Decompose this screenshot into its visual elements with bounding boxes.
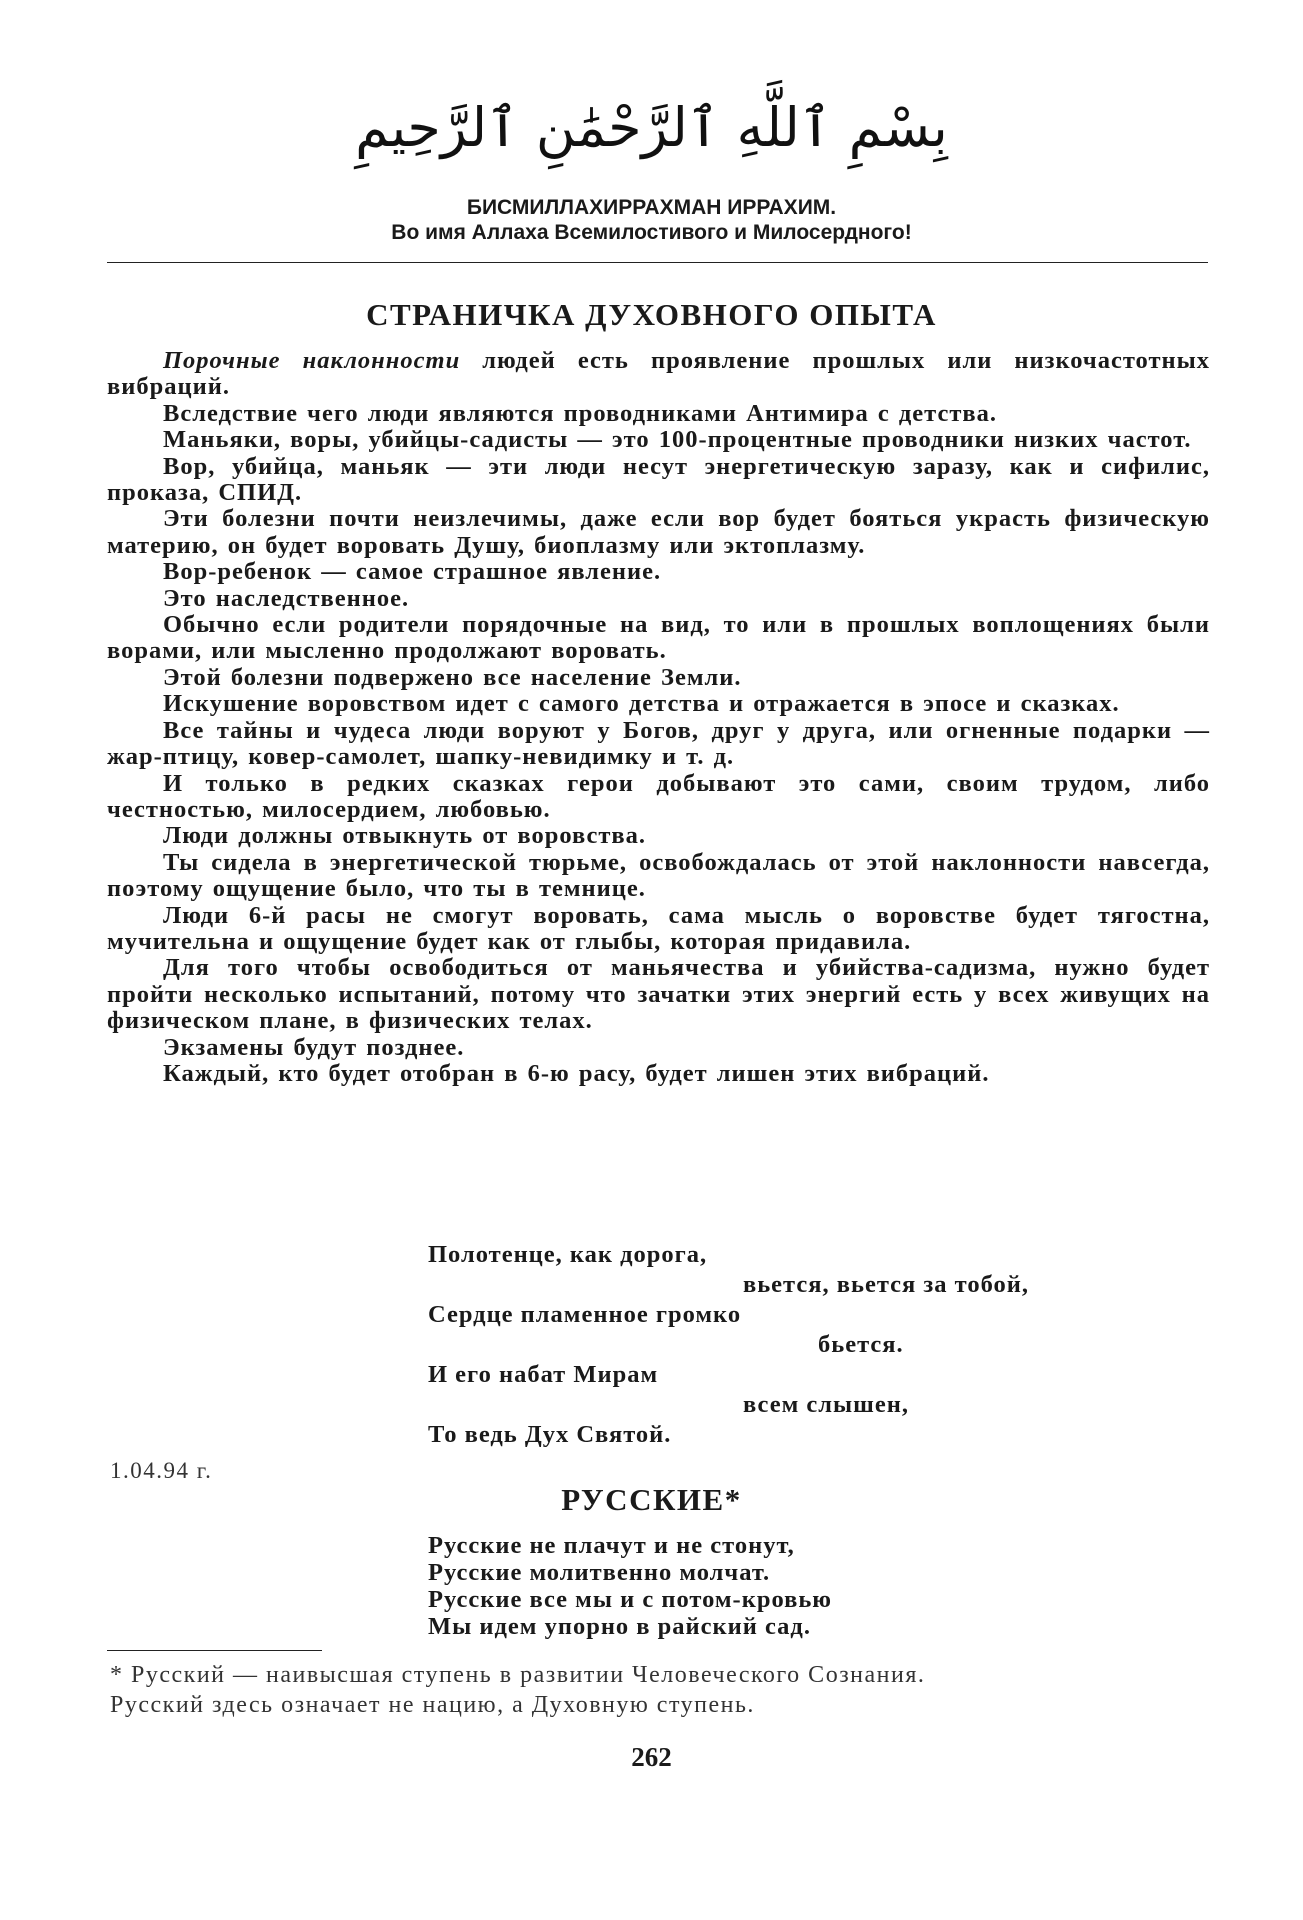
header-divider <box>107 262 1208 263</box>
verse-line: Мы идем упорно в райский сад. <box>428 1613 811 1640</box>
paragraph: Вследствие чего люди являются проводниками Антимира с детства. <box>163 399 998 427</box>
paragraph: Каждый, кто будет отобран в 6-ю расу, будет лишен этих вибраций. <box>163 1059 990 1087</box>
verse-line: Русские молитвенно молчат. <box>428 1559 771 1586</box>
paragraph: Этой болезни подвержено все население Земли. <box>163 663 742 691</box>
paragraph: Экзамены будут позднее. <box>163 1033 465 1061</box>
footnote <box>110 1660 1220 1720</box>
paragraph: Искушение воровством идет с самого детства и отражается в эпосе и сказках. <box>163 690 1120 718</box>
paragraph: Для того чтобы освободиться от маньячества и убийства-садизма, нужно будет пройти несколько испытаний, потому что зачатки этих энергий есть у всех живущих на физическом плане, в физических телах. <box>107 954 1210 1035</box>
paragraph: Люди 6-й расы не смогут воровать, сама мысль о воровстве будет тягостна, мучительна и ощущение будет как от глыбы, которая придавила. <box>107 901 1210 955</box>
paragraph: Вор-ребенок — самое страшное явление. <box>163 558 662 586</box>
paragraph: Маньяки, воры, убийцы-садисты — это 100-процентные проводники низких частот. <box>163 426 1192 454</box>
poem <box>428 1240 1128 1450</box>
poem-line: Полотенце, как дорога, <box>428 1241 708 1268</box>
page-number: 262 <box>631 1742 672 1772</box>
second-title: РУССКИЕ* <box>561 1482 742 1517</box>
entry-date: 1.04.94 г. <box>110 1458 213 1483</box>
paragraph: Ты сидела в энергетической тюрьме, освобождалась от этой наклонности навсегда, поэтому ощущение было, что ты в темнице. <box>107 848 1210 903</box>
paragraph: Обычно если родители порядочные на вид, то или в прошлых воплощениях были ворами, или мысленно продолжают воровать. <box>107 611 1210 665</box>
lead-phrase: Порочные наклонности <box>163 347 461 374</box>
poem-line: всем слышен, <box>743 1391 909 1418</box>
basmala-translation: Во имя Аллаха Всемилостивого и Милосердного! <box>391 221 912 244</box>
verse-line: Русские все мы и с потом-кровью <box>428 1586 833 1613</box>
main-text <box>107 348 1210 1087</box>
paragraph: Вор, убийца, маньяк — эти люди несут энергетическую заразу, как и сифилис, проказа, СПИД. <box>107 452 1210 507</box>
poem-line: бьется. <box>818 1331 904 1358</box>
poem-line: И его набат Мирам <box>428 1361 659 1388</box>
poem-line: вьется, вьется за тобой, <box>743 1271 1030 1298</box>
poem-line: Сердце пламенное громко <box>428 1301 742 1328</box>
paragraph: Это наследственное. <box>163 584 410 612</box>
paragraph: Все тайны и чудеса люди воруют у Богов, друг у друга, или огненные подарки — жар-птицу, ковер-самолет, шапку-невидимку и т. д. <box>107 716 1210 771</box>
paragraph: Эти болезни почти неизлечимы, даже если вор будет бояться украсть физическую материю, он будет воровать Душу, биоплазму или эктоплазму. <box>107 505 1210 559</box>
basmala-transliteration: БИСМИЛЛАХИРРАХМАН ИРРАХИМ. <box>466 196 837 219</box>
verse-line: Русские не плачут и не стонут, <box>428 1532 795 1559</box>
paragraph: Люди должны отвыкнуть от воровства. <box>163 822 647 850</box>
paragraph: И только в редких сказках герои добывают это сами, своим трудом, либо честностью, милосердием, любовью. <box>107 769 1210 823</box>
paragraph-text: людей есть проявление прошлых или низкочастотных вибраций. <box>107 347 1211 401</box>
footnote-divider <box>107 1650 322 1651</box>
section-title: СТРАНИЧКА ДУХОВНОГО ОПЫТА <box>366 297 937 332</box>
verse <box>428 1532 1128 1640</box>
basmala-calligraphy: بِسْمِ ٱللَّهِ ٱلرَّحْمَٰنِ ٱلرَّحِيمِ <box>355 96 948 159</box>
poem-line: То ведь Дух Святой. <box>428 1421 672 1448</box>
footnote-line: * Русский — наивысшая ступень в развитии Человеческого Сознания. <box>110 1662 926 1688</box>
paragraph <box>107 348 1210 401</box>
footnote-line: Русский здесь означает не нацию, а Духовную ступень. <box>110 1692 755 1718</box>
